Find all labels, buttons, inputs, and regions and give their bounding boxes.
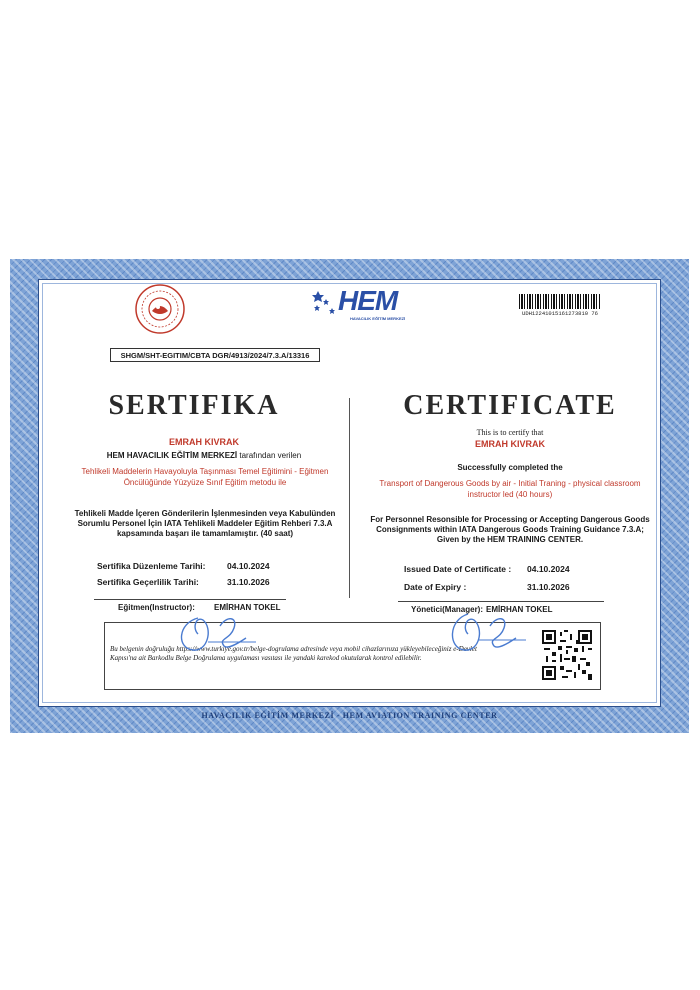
hem-logo [312,285,412,325]
turkish-issue-label: Sertifika Düzenleme Tarihi: [97,561,206,571]
english-title: CERTIFICATE [403,390,617,421]
english-course: Transport of Dangerous Goods by air - Initial Traning - physical classroom instructor led (40 hours) [379,479,641,499]
english-description: For Personnel Resonsible for Processing or Accepting Dangerous Goods Consignments within IATA Dangerous Goods Training Guidance 7.3.A; Given by the HEM TRAINING CENTER. [370,515,650,544]
turkish-issuer: HEM HAVACILIK EĞİTİM MERKEZİ tarafından verilen [106,451,302,460]
barcode-icon [519,294,601,316]
turkish-recipient-name: EMRAH KIVRAK [168,437,239,447]
english-issue-date: 04.10.2024 [527,564,570,574]
turkish-validity-date: 31.10.2026 [227,577,270,587]
english-intro: This is to certify that [476,428,544,437]
verification-text: Bu belgenin doğruluğu https://www.turkiye.gov.tr/belge-dogrulama adresinde veya mobil cihazlarınıza yükleyebileceğiniz e-Devlet Kapısı'na ait Barkodlu Belge Doğrulama uygulaması vasıtası ile yandaki karekod okutularak kontrol edilebilir. [110,645,477,662]
column-divider [349,398,350,598]
qr-code-icon [542,630,592,680]
manager-name: EMİRHAN TOKEL [486,605,553,614]
turkish-description: Tehlikeli Madde İçeren Gönderilerin İşlenmesinden veya Kabulünden Sorumlu Personel İçin IATA Tehlikeli Maddeler Eğitim Rehberi 7.3.A kapsamında başarı ile tamamlamıştır. (40 saat) [74,509,336,538]
barcode-text: UDH12241015161273810 76 [522,310,598,317]
turkish-course: Tehlikeli Maddelerin Havayoluyla Taşınması Temel Eğitimini - Eğitmen Öncülüğünde Yüzyüze Sınıf Eğitim metodu ile [81,467,329,487]
reference-code: SHGM/SHT-EGITIM/CBTA DGR/4913/2024/7.3.A/13316 [110,348,320,362]
instructor-label: Eğitmen(Instructor): [118,603,195,612]
english-expiry-label: Date of Expiry : [404,582,467,592]
english-issue-label: Issued Date of Certificate : [404,564,512,574]
manager-label: Yönetici(Manager): [411,605,484,614]
instructor-name: EMİRHAN TOKEL [214,603,281,612]
instructor-signature-icon [168,598,258,658]
turkish-validity-label: Sertifika Geçerlilik Tarihi: [97,577,199,587]
footer-banner: HAVACILIK EĞİTİM MERKEZİ - HEM AVIATION TRAINING CENTER [201,711,498,720]
english-completed: Successfully completed the [457,463,563,472]
logo-text: HEM [338,285,398,316]
ministry-seal-icon [134,283,186,335]
logo-subtitle: HAVACILIK EĞİTİM MERKEZİ [350,316,406,321]
turkish-issue-date: 04.10.2024 [227,561,270,571]
turkish-title: SERTIFIKA [108,390,280,421]
manager-signature-icon [440,600,530,660]
english-expiry-date: 31.10.2026 [527,582,570,592]
english-recipient-name: EMRAH KIVRAK [474,439,545,449]
